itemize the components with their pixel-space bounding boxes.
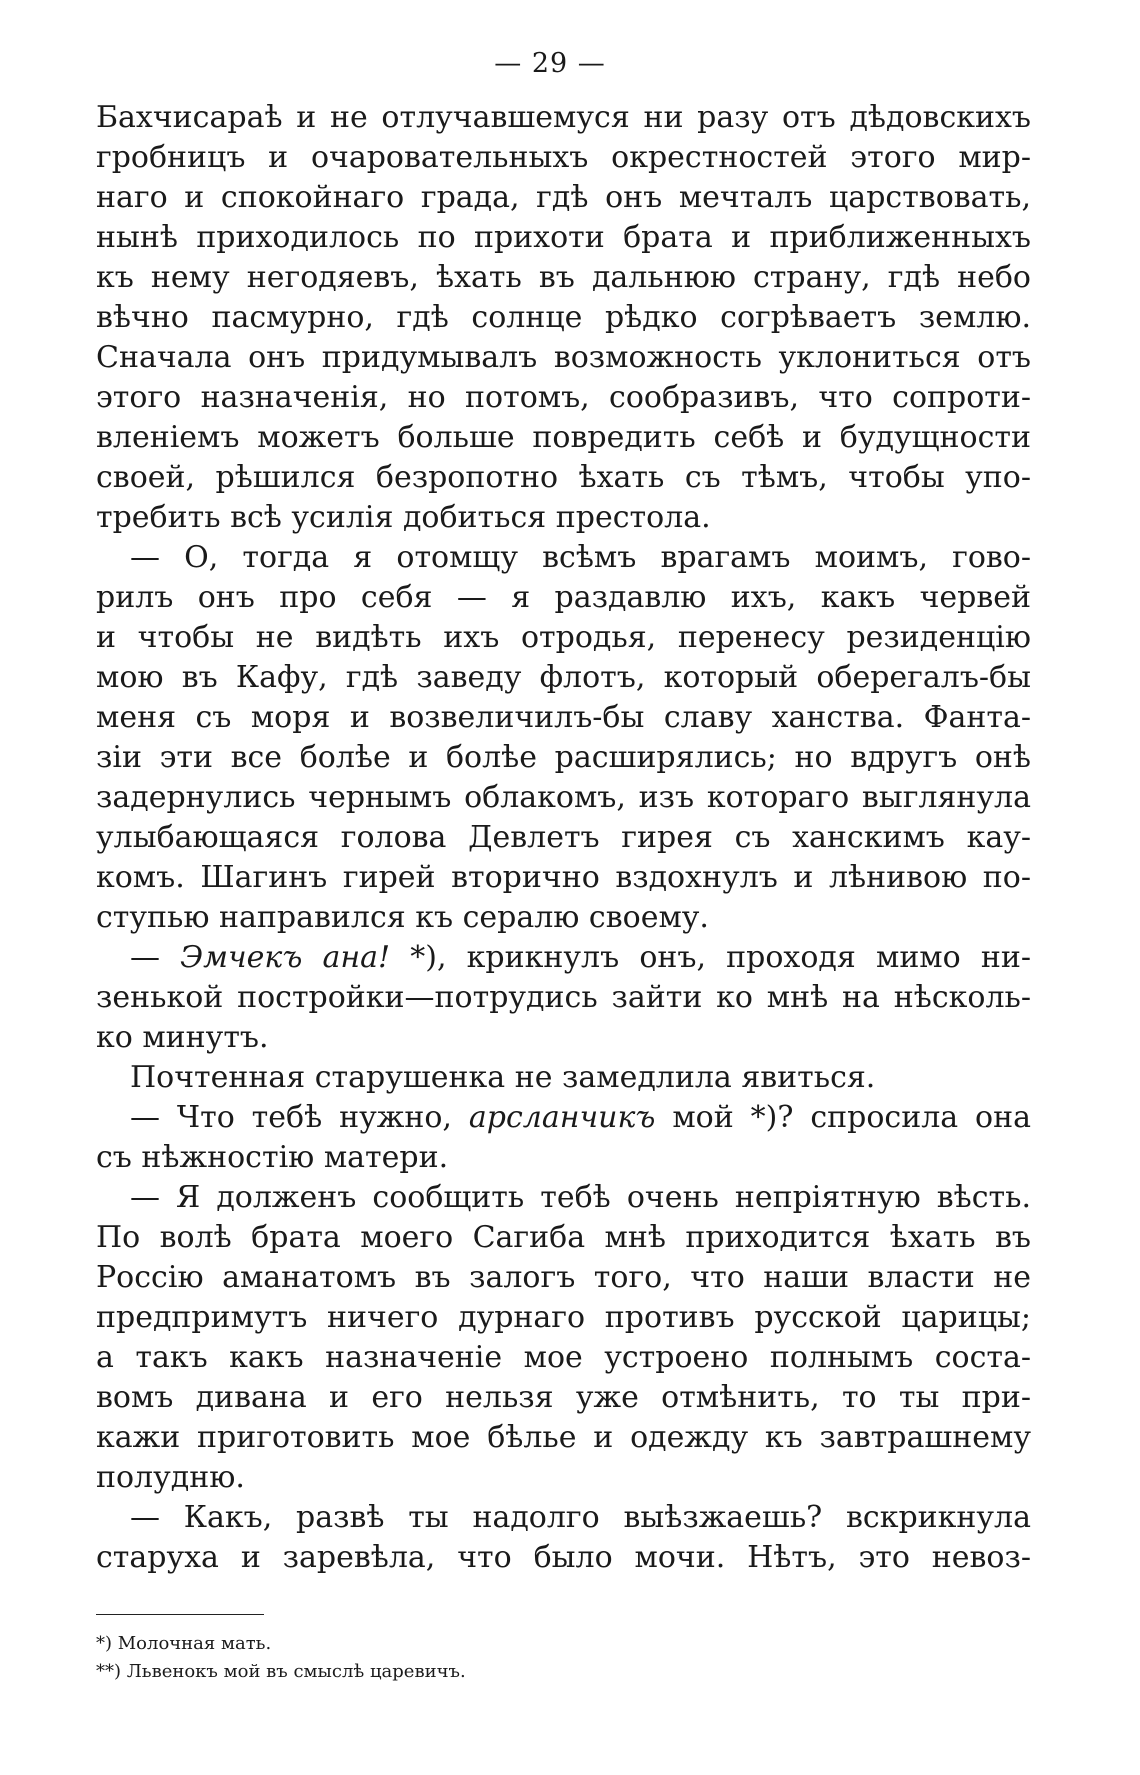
- text-line: [96, 938, 1031, 978]
- text-segment: мой *)? спросила она: [655, 1100, 1031, 1135]
- text-line: гробницъ и очаровательныхъ окрестностей этого мир-: [96, 140, 1031, 175]
- footnotes: [96, 1630, 796, 1686]
- footnote: **) Львенокъ мой въ смыслѣ царевичъ.: [96, 1661, 466, 1682]
- text-line: ступью направился къ cералю своему.: [96, 900, 709, 935]
- text-line: вомъ дивана и его нельзя уже отмѣнить, то ты при-: [96, 1380, 1031, 1415]
- text-line: [96, 1098, 1031, 1138]
- text-line: кажи приготовить мое бѣлье и одежду къ завтрашнему: [96, 1420, 1031, 1455]
- text-line: улыбающаяся голова Девлетъ гирея съ ханскимъ кау-: [96, 820, 1031, 855]
- text-line: съ нѣжностію матери.: [96, 1140, 449, 1175]
- body-text: [96, 98, 1031, 1578]
- italic-phrase: Эмчекъ ана!: [180, 940, 391, 975]
- text-line: — О, тогда я отомщу всѣмъ врагамъ моимъ, гово-: [130, 540, 1031, 575]
- text-line: — Какъ, развѣ ты надолго выѣзжаешь? вскрикнула: [130, 1500, 1031, 1535]
- text-line: комъ. Шагинъ гирей вторично вздохнулъ и лѣнивою по-: [96, 860, 1031, 895]
- text-line: рилъ онъ про себя — я раздавлю ихъ, какъ червей: [96, 580, 1031, 615]
- text-line: зенькой постройки—потрудись зайти ко мнѣ на нѣсколь-: [96, 980, 1031, 1015]
- text-line: зіи эти все болѣе и болѣе расширялись; но вдругъ онѣ: [96, 740, 1031, 775]
- text-line: а такъ какъ назначеніе мое устроено полнымъ соста-: [96, 1340, 1031, 1375]
- text-segment: *), крикнулъ онъ, проходя мимо ни-: [390, 940, 1031, 975]
- text-line: задернулись чернымъ облакомъ, изъ котораго выглянула: [96, 780, 1031, 815]
- page-number: — 29 —: [494, 48, 606, 79]
- text-line: предпримутъ ничего дурнаго противъ русской царицы;: [96, 1300, 1031, 1335]
- text-line: требить всѣ усилія добиться престола.: [96, 500, 711, 535]
- text-line: вѣчно пасмурно, гдѣ солнце рѣдко согрѣваетъ землю.: [96, 300, 1031, 335]
- text-line: меня съ моря и возвеличилъ-бы славу ханства. Фанта-: [96, 700, 1031, 735]
- text-line: Россію аманатомъ въ залогъ того, что наши власти не: [96, 1260, 1031, 1295]
- text-line: Почтенная старушенка не замедлила явиться.: [130, 1060, 876, 1095]
- text-line: къ нему негодяевъ, ѣхать въ дальнюю страну, гдѣ небо: [96, 260, 1031, 295]
- text-line: наго и спокойнаго града, гдѣ онъ мечталъ царствовать,: [96, 180, 1031, 215]
- text-segment: — Что тебѣ нужно,: [130, 1100, 469, 1135]
- text-line: старуха и заревѣла, что было мочи. Нѣтъ, это невоз-: [96, 1540, 1031, 1575]
- text-line: этого назначенія, но потомъ, сообразивъ, что сопроти-: [96, 380, 1031, 415]
- text-line: нынѣ приходилось по прихоти брата и приближенныхъ: [96, 220, 1031, 255]
- text-line: вленіемъ можетъ больше повредить себѣ и будущности: [96, 420, 1031, 455]
- footnote-divider: [96, 1614, 264, 1615]
- text-line: мою въ Кафу, гдѣ заведу флотъ, который оберегалъ-бы: [96, 660, 1031, 695]
- footnote: *) Молочная мать.: [96, 1633, 272, 1654]
- text-line: — Я долженъ сообщить тебѣ очень непріятную вѣсть.: [130, 1180, 1031, 1215]
- text-line: своей, рѣшился безропотно ѣхать съ тѣмъ, чтобы упо-: [96, 460, 1031, 495]
- text-line: ко минутъ.: [96, 1020, 269, 1055]
- text-line: По волѣ брата моего Сагиба мнѣ приходится ѣхать въ: [96, 1220, 1031, 1255]
- text-segment: —: [130, 940, 181, 975]
- text-line: и чтобы не видѣть ихъ отродья, перенесу резиденцію: [96, 620, 1031, 655]
- text-line: полудню.: [96, 1460, 245, 1495]
- italic-phrase: арсланчикъ: [468, 1100, 656, 1135]
- text-line: Бахчисараѣ и не отлучавшемуся ни разу отъ дѣдовскихъ: [96, 100, 1031, 135]
- text-line: Сначала онъ придумывалъ возможность уклониться отъ: [96, 340, 1031, 375]
